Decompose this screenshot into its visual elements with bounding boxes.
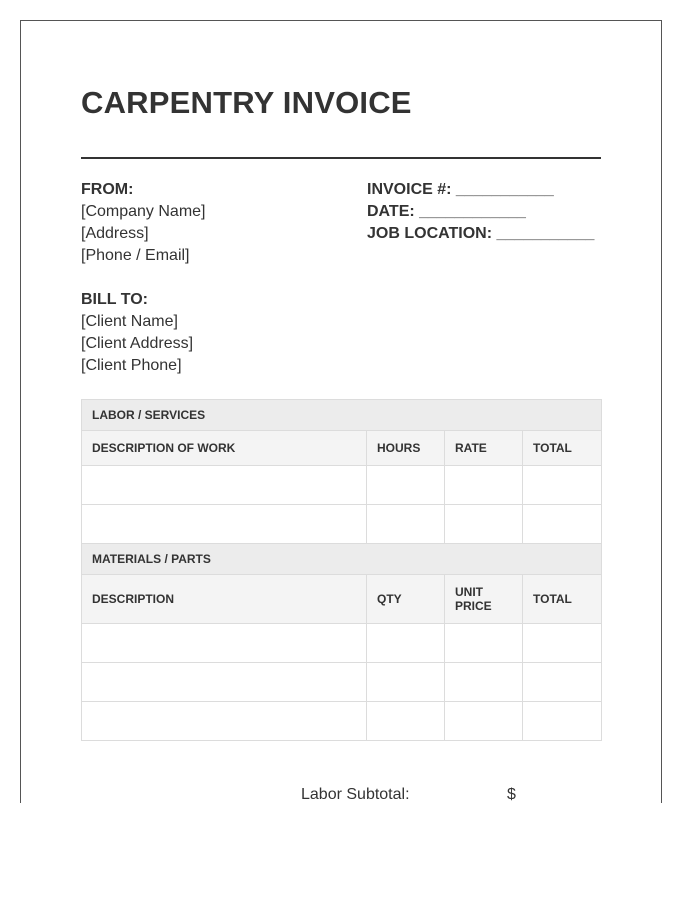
materials-cell-unit-price[interactable] <box>445 663 523 702</box>
labor-cell-rate[interactable] <box>445 505 523 544</box>
materials-col-description: DESCRIPTION <box>82 575 367 624</box>
client-phone: [Client Phone] <box>81 357 182 374</box>
job-location-field: JOB LOCATION: ___________ <box>367 225 595 242</box>
materials-cell-unit-price[interactable] <box>445 702 523 741</box>
table-row <box>82 663 602 702</box>
labor-cell-hours[interactable] <box>367 505 445 544</box>
title-divider <box>81 157 601 159</box>
materials-cell-total[interactable] <box>523 624 602 663</box>
labor-col-hours: HOURS <box>367 431 445 466</box>
table-row <box>82 624 602 663</box>
labor-subtotal-label: Labor Subtotal: <box>301 786 410 803</box>
client-name: [Client Name] <box>81 313 178 330</box>
materials-cell-qty[interactable] <box>367 702 445 741</box>
materials-col-total: TOTAL <box>523 575 602 624</box>
invoice-number-field: INVOICE #: ___________ <box>367 181 554 198</box>
materials-cell-qty[interactable] <box>367 663 445 702</box>
materials-cell-description[interactable] <box>82 702 367 741</box>
materials-cell-description[interactable] <box>82 663 367 702</box>
materials-cell-qty[interactable] <box>367 624 445 663</box>
from-label: FROM: <box>81 181 134 198</box>
labor-subtotal-currency: $ <box>507 786 516 803</box>
labor-col-total: TOTAL <box>523 431 602 466</box>
company-address: [Address] <box>81 225 149 242</box>
labor-cell-total[interactable] <box>523 466 602 505</box>
labor-cell-description[interactable] <box>82 466 367 505</box>
labor-col-description: DESCRIPTION OF WORK <box>82 431 367 466</box>
labor-col-rate: RATE <box>445 431 523 466</box>
table-row <box>82 466 602 505</box>
bill-to-block <box>81 289 193 377</box>
materials-col-qty: QTY <box>367 575 445 624</box>
labor-cell-total[interactable] <box>523 505 602 544</box>
table-row <box>82 702 602 741</box>
client-address: [Client Address] <box>81 335 194 352</box>
materials-cell-total[interactable] <box>523 663 602 702</box>
labor-cell-hours[interactable] <box>367 466 445 505</box>
labor-cell-description[interactable] <box>82 505 367 544</box>
invoice-title: CARPENTRY INVOICE <box>81 85 412 120</box>
materials-cell-unit-price[interactable] <box>445 624 523 663</box>
materials-cell-description[interactable] <box>82 624 367 663</box>
from-block <box>81 179 206 267</box>
labor-column-headers <box>82 431 602 466</box>
invoice-page <box>20 20 662 803</box>
materials-column-headers <box>82 575 602 624</box>
table-row <box>82 505 602 544</box>
materials-cell-total[interactable] <box>523 702 602 741</box>
date-field: DATE: ____________ <box>367 203 526 220</box>
bill-to-label: BILL TO: <box>81 291 148 308</box>
labor-section-header <box>82 400 602 431</box>
materials-section-title: MATERIALS / PARTS <box>82 544 602 575</box>
labor-cell-rate[interactable] <box>445 466 523 505</box>
labor-table <box>81 399 602 741</box>
materials-col-unit-price: UNIT PRICE <box>445 575 523 624</box>
company-contact: [Phone / Email] <box>81 247 190 264</box>
company-name: [Company Name] <box>81 203 206 220</box>
invoice-meta <box>367 179 594 245</box>
labor-section-title: LABOR / SERVICES <box>82 400 602 431</box>
materials-section-header <box>82 544 602 575</box>
